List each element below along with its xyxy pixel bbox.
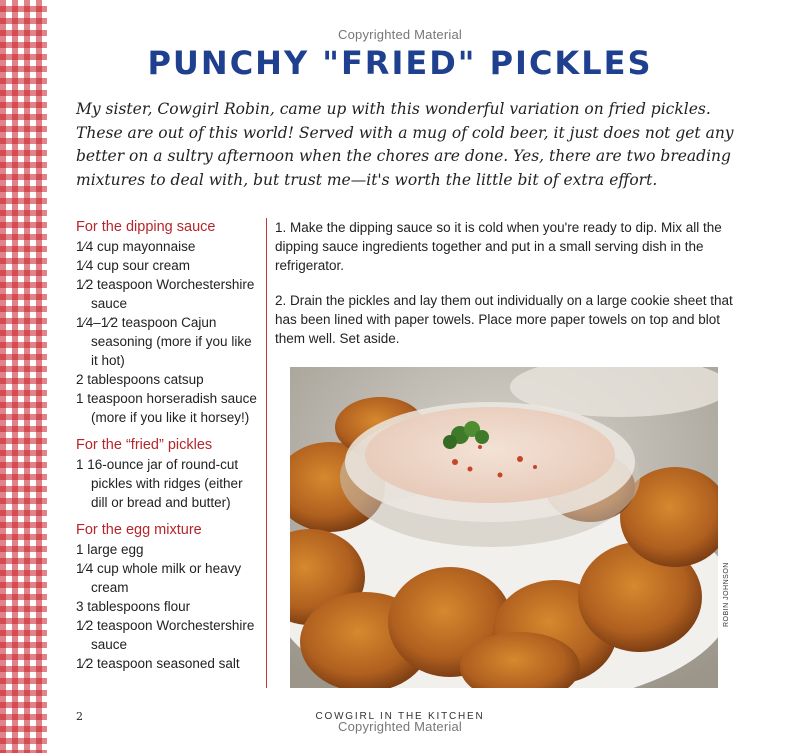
ingredient-item: 1⁄4–1⁄2 teaspoon Cajun seasoning (more if you like it hot) — [76, 315, 252, 368]
ingredient-item: 1 teaspoon horseradish sauce (more if you like it horsey!) — [76, 391, 257, 425]
ingredient-item: 1⁄4 cup mayonnaise — [76, 239, 196, 254]
ingredient-item: 1⁄2 teaspoon seasoned salt — [76, 656, 240, 671]
running-footer: COWGIRL IN THE KITCHEN — [315, 711, 485, 722]
ingredient-item: 1⁄2 teaspoon Worchestershire sauce — [76, 618, 255, 652]
ingredient-item: 1 large egg — [76, 542, 144, 557]
ingredient-item: 2 tablespoons catsup — [76, 372, 204, 387]
dip-bowl — [340, 402, 640, 547]
watermark-bottom: Copyrighted Material — [338, 719, 462, 734]
section-heading-fried-pickles: For the “fried” pickles — [76, 437, 213, 453]
gingham-border — [0, 0, 47, 753]
section-heading-dipping-sauce: For the dipping sauce — [76, 219, 216, 235]
photo-credit: ROBIN JOHNSON — [723, 562, 730, 627]
instruction-step-2: 2. Drain the pickles and lay them out individually on a large cookie sheet that has been lined with paper towels. Place more paper towels on top and blot them well. Set aside. — [275, 293, 733, 346]
column-divider — [266, 218, 267, 688]
ingredient-item: 1⁄4 cup sour cream — [76, 258, 191, 273]
ingredient-item: 3 tablespoons flour — [76, 599, 191, 614]
section-heading-egg-mixture: For the egg mixture — [76, 522, 202, 538]
recipe-title: PUNCHY "FRIED" PICKLES — [147, 44, 653, 82]
ingredient-item: 1 16-ounce jar of round-cut pickles with ridges (either dill or bread and butter) — [76, 457, 243, 510]
instruction-step-1: 1. Make the dipping sauce so it is cold when you're ready to dip. Mix all the dipping sauce ingredients together and put in a small serving dish in the refrigerator. — [275, 220, 722, 273]
watermark-top: Copyrighted Material — [338, 27, 462, 42]
ingredients-column — [76, 218, 262, 673]
intro-paragraph: My sister, Cowgirl Robin, came up with this wonderful variation on fried pickles. These are out of this world! Served with a mug of cold beer, it just does not get any better on a sultry afternoon when the chores are done. Yes, there are two breading mixtures to deal with, but trust me—it's worth the little bit of extra effort. — [76, 100, 734, 189]
ingredient-item: 1⁄4 cup whole milk or heavy cream — [76, 561, 242, 595]
ingredient-item: 1⁄2 teaspoon Worchestershire sauce — [76, 277, 255, 311]
page-number: 2 — [76, 710, 83, 723]
fried-pickles-photo — [290, 367, 718, 688]
